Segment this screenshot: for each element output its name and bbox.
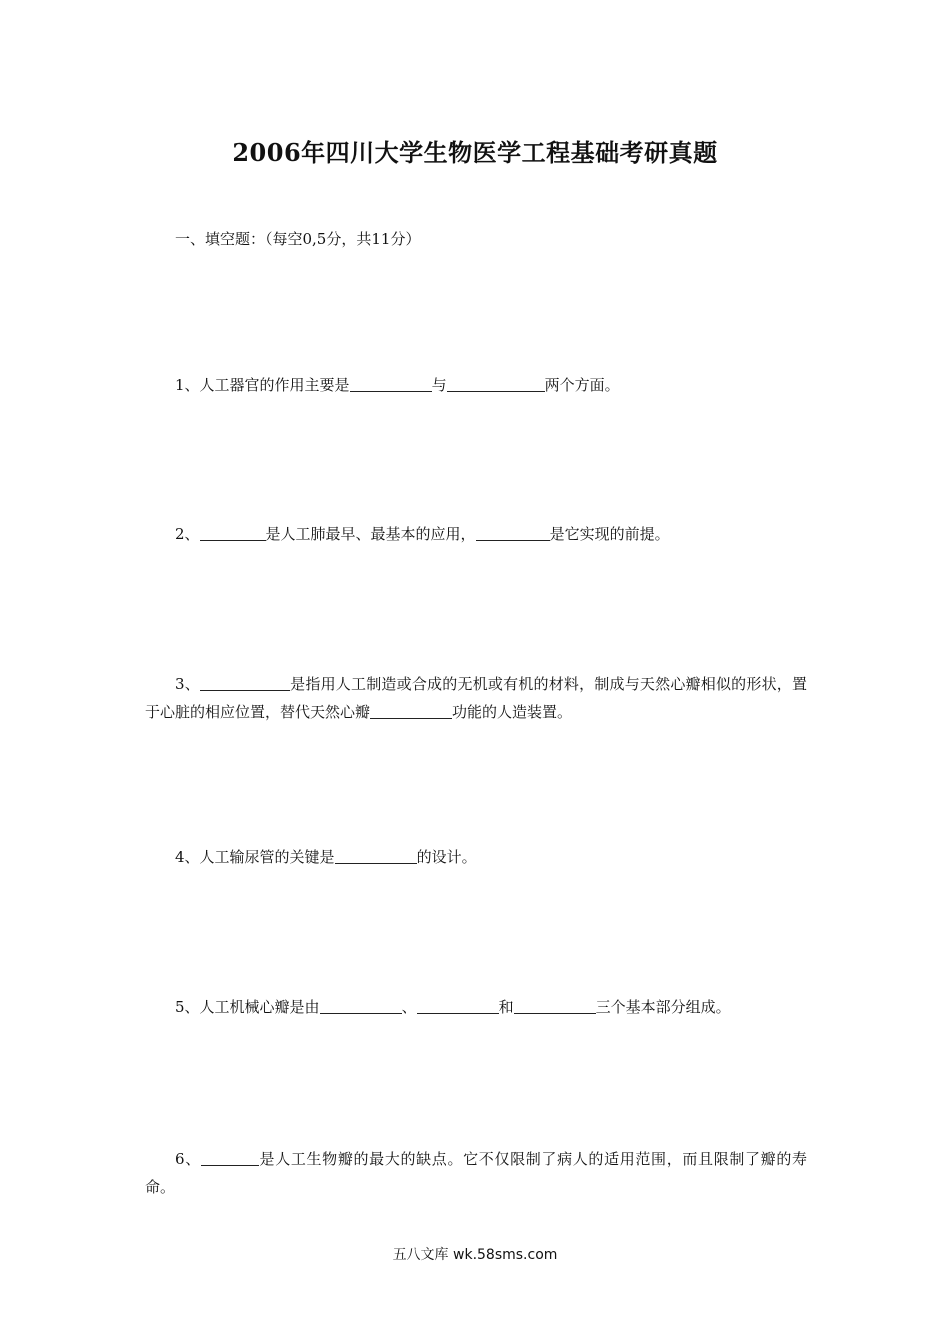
section-heading: 一、填空题：（每空0,5分，共11分） bbox=[175, 230, 421, 248]
question-text: 人工器官的作用主要是 bbox=[199, 376, 350, 394]
question-text: 、 bbox=[401, 998, 417, 1016]
question-1 bbox=[145, 371, 807, 399]
answer-blank bbox=[476, 524, 550, 541]
question-text: 是指用人工制造或合成的无机或有机的材料，制成与天然心瓣相似的形状，置于心脏的相应位置，替代天然心瓣 bbox=[145, 675, 807, 721]
document-title: 2006年四川大学生物医学工程基础考研真题 bbox=[232, 138, 718, 167]
question-number: 4、 bbox=[175, 848, 200, 866]
question-number: 1、 bbox=[175, 376, 200, 394]
question-text: 是它实现的前提。 bbox=[549, 525, 670, 543]
question-text: 三个基本部分组成。 bbox=[595, 998, 731, 1016]
question-text: 和 bbox=[498, 998, 514, 1016]
answer-blank bbox=[350, 375, 432, 392]
answer-blank bbox=[201, 1149, 259, 1166]
question-5 bbox=[145, 993, 807, 1021]
answer-blank bbox=[200, 524, 266, 541]
answer-blank bbox=[447, 375, 545, 392]
question-6 bbox=[145, 1145, 807, 1201]
answer-blank bbox=[200, 674, 290, 691]
question-text: 功能的人造装置。 bbox=[452, 703, 573, 721]
question-3 bbox=[145, 670, 807, 726]
question-2 bbox=[145, 520, 807, 548]
question-text: 是人工肺最早、最基本的应用， bbox=[265, 525, 476, 543]
answer-blank bbox=[320, 997, 402, 1014]
answer-blank bbox=[335, 847, 417, 864]
question-text: 两个方面。 bbox=[544, 376, 620, 394]
question-4 bbox=[145, 843, 807, 871]
answer-blank bbox=[370, 702, 452, 719]
question-text: 的设计。 bbox=[416, 848, 477, 866]
answer-blank bbox=[514, 997, 596, 1014]
question-number: 2、 bbox=[175, 525, 200, 543]
question-text: 人工输尿管的关键是 bbox=[199, 848, 335, 866]
question-number: 3、 bbox=[175, 675, 200, 693]
footer-watermark: 五八文库 wk.58sms.com bbox=[392, 1247, 558, 1263]
question-number: 6、 bbox=[175, 1150, 201, 1168]
question-text: 与 bbox=[431, 376, 447, 394]
question-text: 人工机械心瓣是由 bbox=[199, 998, 320, 1016]
question-text: 是人工生物瓣的最大的缺点。它不仅限制了病人的适用范围，而且限制了瓣的寿命。 bbox=[145, 1150, 807, 1196]
answer-blank bbox=[417, 997, 499, 1014]
question-number: 5、 bbox=[175, 998, 200, 1016]
